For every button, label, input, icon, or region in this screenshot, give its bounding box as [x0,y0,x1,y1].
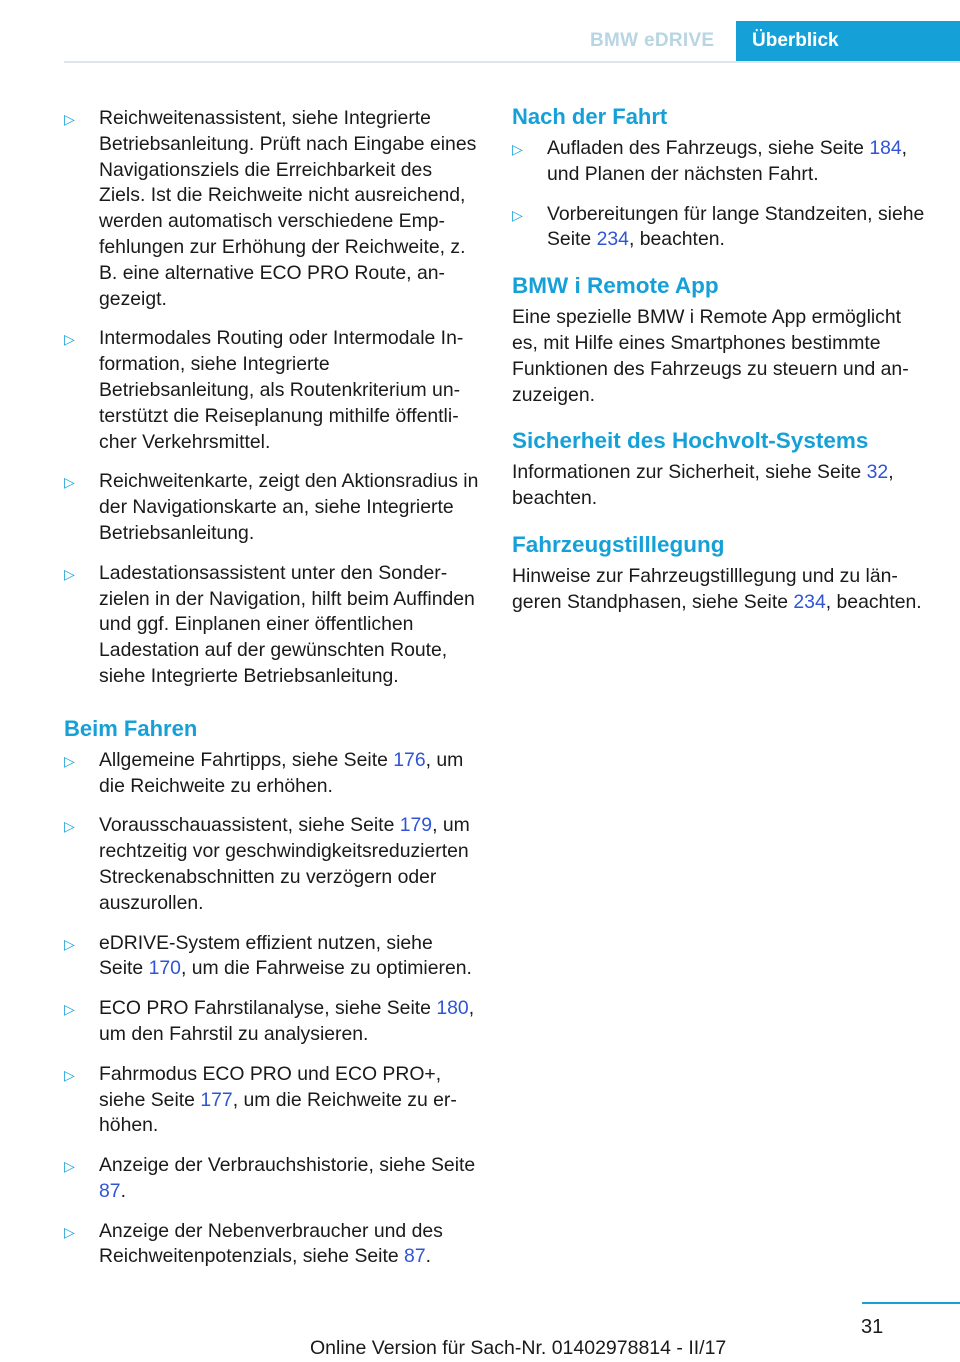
section-block [512,273,932,408]
text-segment: . [120,1179,126,1202]
list-item [64,326,480,455]
text-segment: Anzeige der Nebenverbraucher und des Reichweitenpotenzials, siehe Seite [99,1219,443,1268]
page-link[interactable]: 170 [148,957,181,980]
text-segment: , beachten. [512,461,894,510]
list-item [64,469,480,546]
bullet-triangle-icon: ▷ [512,141,523,157]
right-list [512,136,932,253]
page-link[interactable]: 87 [99,1179,121,1202]
bullet-triangle-icon: ▷ [64,474,75,491]
text-segment: , um die Fahrweise zu optimieren. [180,957,472,980]
text-segment: Anzeige der Verbrauchshistorie, siehe Seite [99,1154,476,1177]
page-link[interactable]: 234 [596,228,629,251]
section-paragraph [512,564,932,616]
page-link[interactable]: 87 [404,1245,426,1268]
text-segment: Vorausschauassistent, siehe Seite [99,814,400,837]
section-heading: Fahrzeugstilllegung [512,531,725,557]
list-item-text [99,813,480,916]
page-link[interactable]: 184 [869,137,902,159]
text-segment: . [425,1245,432,1268]
text-segment: Informationen zur Sicherheit, siehe Seite [512,461,867,484]
bullet-triangle-icon: ▷ [64,818,75,835]
page-link[interactable]: 180 [436,997,469,1020]
online-version-footer: Online Version für Sach-Nr. 01402978814 - II/17 [310,1337,727,1359]
page-link[interactable]: 176 [393,748,426,771]
text-segment: , beachten. [628,228,725,251]
list-item [512,202,932,254]
list-item [64,813,480,916]
header-section-title: BMW eDRIVE [590,30,715,51]
section-heading-beim-fahren: Beim Fahren [64,715,198,741]
section-heading-nach-der-fahrt: Nach der Fahrt [512,104,668,129]
page-link[interactable]: 32 [866,461,889,484]
section-block [512,428,932,512]
bullet-triangle-icon: ▷ [64,935,75,952]
header-tab [736,21,960,61]
text-segment: , beachten. [825,590,922,613]
list-item-text [547,136,932,188]
text-segment: , um die Reichweite zu erhöhen. [99,1088,457,1137]
list-item-text [99,469,480,546]
bullet-triangle-icon: ▷ [64,1001,75,1018]
text-segment: Vorbereitungen für lange Standzeiten, siehe Seite [547,202,925,251]
list-item-text [99,1219,480,1271]
list-item [64,931,480,983]
text-segment: Ladestationsassistent unter den Sonderzielen in der Navigation, hilft beim Auffinden und ggf. Einplanen einer öffentlichen Ladestation auf der gewünschten Route, siehe Integrierte Betriebsanleitung. [99,561,475,687]
text-segment: Aufladen des Fahrzeugs, siehe Seite [547,137,870,159]
header-divider [64,61,960,63]
text-segment: Reichweitenkarte, zeigt den Aktionsradius in der Navigationskarte an, siehe Integrierte Betriebsanleitung. [99,470,479,544]
page-link[interactable]: 179 [399,814,433,837]
list-item [64,1153,480,1205]
text-segment: Fahrmodus ECO PRO und ECO PRO+, siehe Seite [99,1062,442,1111]
text-segment: , um die Reichweite zu erhöhen. [99,748,464,797]
page-link[interactable]: 234 [793,590,826,613]
text-segment: Intermodales Routing oder Intermodale Information, siehe Integrierte Betriebsanleitung, als Routenkriterium unterstützt die Reiseplanung mithilfe öffentlicher Verkehrsmittel. [99,327,464,453]
text-segment: , um den Fahrstil zu analysieren. [99,997,475,1045]
page-number: 31 [861,1316,884,1338]
footer-divider [862,1302,960,1304]
bullet-triangle-icon: ▷ [512,206,523,223]
list-item-text [99,561,480,690]
right-sections [512,273,932,615]
section-heading: BMW i Remote App [512,273,719,299]
list-item [64,1219,480,1271]
list-item [64,106,480,312]
right-column [512,104,932,616]
bullet-triangle-icon: ▷ [64,565,75,582]
section-block [512,532,932,616]
bullet-triangle-icon: ▷ [64,1158,75,1175]
header-tab-label: Überblick [752,30,839,51]
text-segment: , und Planen der nächsten Fahrt. [547,137,908,185]
list-item-text [99,931,480,983]
list-item-text [99,106,480,312]
text-segment: ECO PRO Fahrstilanalyse, siehe Seite [99,997,437,1020]
left-column [64,106,480,1284]
page-link[interactable]: 177 [200,1088,233,1111]
list-item [64,748,480,800]
list-item-text [547,202,932,254]
text-segment: , um rechtzeitig vor geschwindigkeitsreduzierten Streckenabschnitten zu verzögern oder auszurollen. [99,814,470,914]
left-list-2 [64,748,480,1271]
bullet-triangle-icon: ▷ [64,111,75,127]
bullet-triangle-icon: ▷ [64,1066,75,1083]
text-segment: Reichweitenassistent, siehe Integrierte Betriebsanleitung. Prüft nach Eingabe eines Navigationsziels die Erreichbarkeit des Ziels. Ist die Reichweite nicht ausreichend, werden automatisch verschiedene Empfehlungen zur Erhöhung der Reichweite, z. B. eine alternative ECO PRO Route, angezeigt. [99,107,477,310]
left-list-1 [64,106,480,690]
list-item [64,561,480,690]
bullet-triangle-icon: ▷ [64,752,75,769]
list-item-text [99,326,480,455]
list-item-text [99,996,480,1048]
text-segment: Allgemeine Fahrtipps, siehe Seite [99,748,394,771]
text-segment: eDRIVE-System effizient nutzen, siehe Seite [99,931,433,980]
section-paragraph [512,305,932,408]
list-item-text [99,748,480,800]
list-item [64,1062,480,1139]
list-item [512,136,932,188]
list-item-text [99,1062,480,1139]
text-segment: Eine spezielle BMW i Remote App ermöglicht es, mit Hilfe eines Smartphones bestimmte Funktionen des Fahrzeugs zu steuern und anzuzeigen. [512,306,909,406]
text-segment: Hinweise zur Fahrzeugstilllegung und zu längeren Standphasen, siehe Seite [512,564,898,613]
section-heading: Sicherheit des Hochvolt-Systems [512,428,869,454]
list-item [64,996,480,1048]
bullet-triangle-icon: ▷ [64,331,75,348]
list-item-text [99,1153,480,1205]
bullet-triangle-icon: ▷ [64,1223,75,1240]
section-paragraph [512,460,932,512]
